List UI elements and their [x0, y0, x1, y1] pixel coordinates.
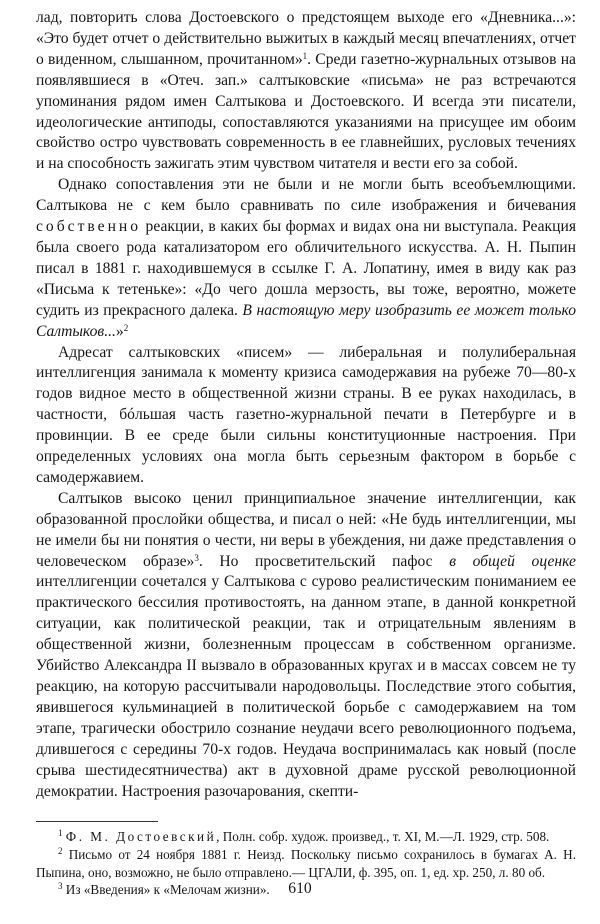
paragraph-4-text-b: . Но просветительский пафос: [198, 552, 450, 570]
paragraph-2-text-c: »: [115, 322, 124, 340]
paragraph-4-italic: в общей оценке: [449, 552, 576, 570]
paragraph-2-spaced-word: собственно: [36, 218, 142, 236]
footnote-2: [36, 846, 576, 881]
paragraph-4: [36, 489, 576, 803]
footnote-1-author: Ф. М. Достоевский: [65, 829, 217, 845]
paragraph-4-text-c: интеллигенции сочетался у Салтыкова с сурово реалистическим пониманием ее практического бессилия противостоять, на данном этапе, в данной конкретной ситуации, как политической реакции, так и отрицательным явлениям в общественной жизни, болезненным процессам в собственном организме. Убийство Александра II вызвало в образованных кругах и в массах совсем не ту реакцию, на которую рассчитывали народовольцы. Последствие этого события, явившегося кульминацией в политической борьбе с самодержавием на том этапе, трагически обострило сознание неудачи всего революционного подъема, длившегося с середины 70-х годов. Неудача воспринималась как новый (после срыва шестидесятничества) акт в духовной драме русской революционной демократии. Настроения разочарования, скепти-: [36, 573, 576, 800]
paragraph-2-italic: В настоящую меру изобразить ее может только Салтыков...: [36, 301, 576, 340]
footnote-ref-1: 1: [302, 50, 308, 61]
footnote-1-number: 1: [58, 828, 63, 839]
paragraph-2-text-b: реакции, в каких бы формах и видах она ни выступала. Реакция была своего рода катализатором его обличительного искусства. А. Н. Пыпин писал в 1881 г. находившемуся в ссылке Г. А. Лопатину, имея в виду как раз «Письма к тетеньке»: «До чего дошла мерзость, вы тоже, вероятно, можете судить из прекрасного далека.: [36, 218, 576, 319]
footnote-1-text: , Полн. собр. худож. произвед., т. XI, М.—Л. 1929, стр. 508.: [216, 829, 550, 845]
paragraph-1-text-b: . Среди газетно-журнальных отзывов на появлявшиеся в «Отеч. зап.» салтыковские «письма» не раз встречаются упоминания рядом имен Салтыкова и Достоевского. И всегда эти писатели, идеологические антиподы, сопоставляются указаниями на присущее им обоим свойство остро чувствовать современность в ее главнейших, русловых течениях и на способность зажигать этим чувством читателя и вести его за собой.: [36, 50, 576, 173]
paragraph-1: [36, 8, 576, 175]
footnote-divider: [36, 821, 158, 822]
page-number: 610: [288, 880, 312, 897]
paragraph-2-text-a: Однако сопоставления эти не были и не могли быть всеобъемлющими. Салтыкова не с кем было сравнивать по силе изображения и бичевания: [36, 176, 576, 215]
footnote-ref-3: 3: [194, 552, 199, 563]
footnote-3-text: Из «Введения» к «Мелочам жизни».: [65, 882, 270, 898]
paragraph-3: Адресат салтыковских «писем» — либеральная и полулиберальная интеллигенция занимала к моменту кризиса самодержавия на рубеже 70—80-х годов видное место в общественной жизни страны. В ее руках находилась, в частности, бóльшая часть газетно-журнальной печати в Петербурге и в провинции. В ее среде были сильны конституционные настроения. При определенных условиях она могла быть серьезным фактором в борьбе с самодержавием.: [36, 343, 576, 486]
footnote-3-number: 3: [58, 881, 63, 892]
paragraph-2: [36, 175, 576, 342]
paragraph-4-text-a: Салтыков высоко ценил принципиальное значение интеллигенции, как образованной прослойки общества, и писал о ней: «Не будь интеллигенции, мы не имели бы ни понятия о чести, ни веры в убеждения, ни даже представления о человеческом образе»: [36, 489, 576, 570]
footnote-ref-2: 2: [123, 322, 129, 333]
footnote-2-number: 2: [58, 846, 63, 857]
footnote-2-text: Письмо от 24 ноября 1881 г. Неизд. Поскольку письмо сохранилось в бумагах А. Н. Пыпина, оно, возможно, не было отправлено.— ЦГАЛИ, ф. 395, оп. 1, ед. хр. 250, л. 80 об.: [36, 847, 576, 880]
page-body: [36, 8, 576, 899]
footnote-1: [36, 828, 576, 846]
paragraph-1-text-a: лад, повторить слова Достоевского о предстоящем выходе его «Дневника...»: «Это будет отчет о действительно выжитых в каждый месяц впечатлениях, отчет о виденном, слышанном, прочитанном»: [36, 9, 576, 68]
